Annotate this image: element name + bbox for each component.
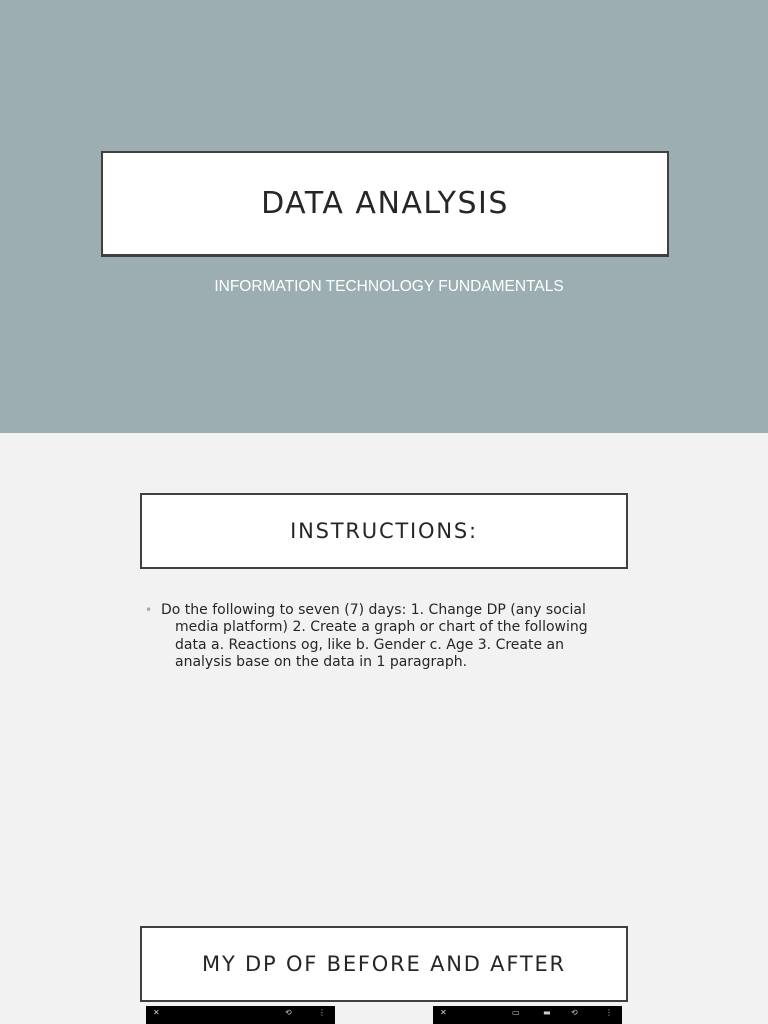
dp-after-screenshot bbox=[433, 1006, 622, 1024]
sync-icon: ⟲ bbox=[285, 1008, 292, 1017]
title-slide bbox=[0, 0, 768, 433]
more-vert-icon: ⋮ bbox=[605, 1008, 613, 1017]
close-icon: ✕ bbox=[153, 1008, 160, 1017]
sync-icon: ⟲ bbox=[571, 1008, 578, 1017]
slide-title: DATA ANALYSIS bbox=[261, 186, 509, 221]
instructions-heading: INSTRUCTIONS: bbox=[290, 519, 478, 543]
instructions-heading-box bbox=[140, 493, 628, 569]
message-icon: ▬ bbox=[543, 1008, 551, 1017]
slide-subtitle: INFORMATION TECHNOLOGY FUNDAMENTALS bbox=[214, 278, 564, 295]
dp-heading: MY DP OF BEFORE AND AFTER bbox=[202, 952, 566, 976]
close-icon: ✕ bbox=[440, 1008, 447, 1017]
instruction-bullet bbox=[145, 602, 615, 671]
title-box bbox=[101, 151, 669, 257]
dp-heading-box bbox=[140, 926, 628, 1002]
hd-icon: ▭ bbox=[512, 1008, 520, 1017]
bullet-icon: • bbox=[145, 603, 153, 617]
instruction-text: Do the following to seven (7) days: 1. Change DP (any social media platform) 2. Create a graph or chart of the following data a. Reactions og, like b. Gender c. Age 3. Create an analysis base on the data in 1 paragraph. bbox=[161, 602, 588, 670]
more-vert-icon: ⋮ bbox=[318, 1008, 326, 1017]
dp-before-screenshot bbox=[146, 1006, 335, 1024]
